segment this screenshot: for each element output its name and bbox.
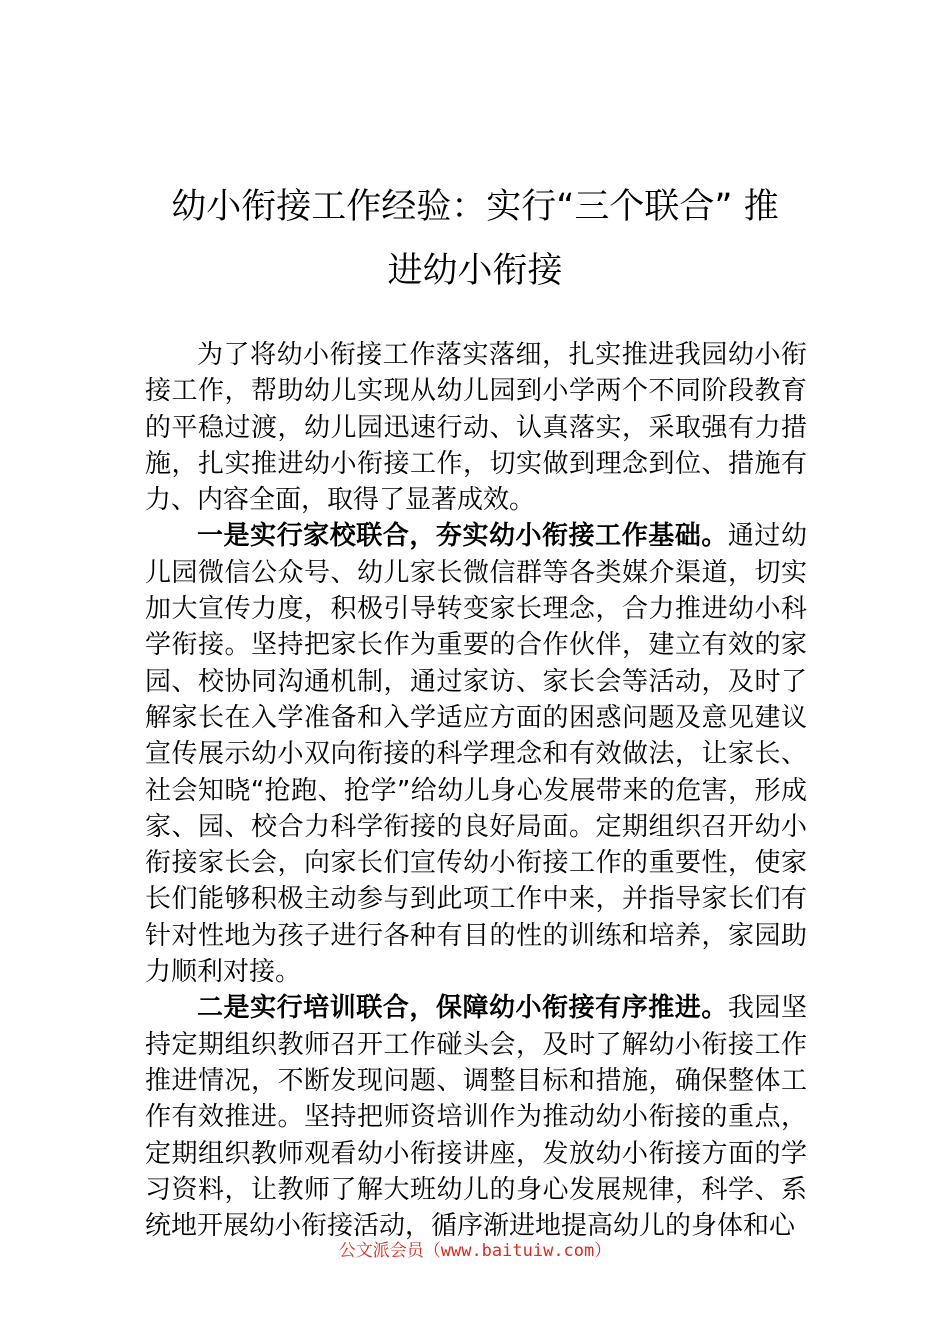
paragraph-text: 为了将幼小衔接工作落实落细，扎实推进我园幼小衔接工作，帮助幼儿实现从幼儿园到小学两个不同阶段教育的平稳过渡，幼儿园迅速行动、认真落实，采取强有力措施，扎实推进幼小衔接工作，切实做到理念到位、措施有力、内容全面，取得了显著成效。 bbox=[145, 340, 807, 516]
paragraph-intro bbox=[145, 337, 807, 518]
paragraph-home-school bbox=[145, 518, 807, 990]
title-line-2: 进幼小衔接 bbox=[387, 251, 563, 291]
document-body bbox=[145, 337, 807, 1244]
paragraph-text: 我园坚持定期组织教师召开工作碰头会，及时了解幼小衔接工作推进情况，不断发现问题、调整目标和措施，确保整体工作有效推进。坚持把师资培训作为推动幼小衔接的重点，定期组织教师观看幼小衔接讲座，发放幼小衔接方面的学习资料，让教师了解大班幼儿的身心发展规律，科学、系统地开展幼小衔接活动，循序渐进地提高幼儿的身体和心 bbox=[145, 993, 807, 1242]
paragraph-training bbox=[145, 990, 807, 1244]
footer-watermark: 公文派会员（www.baituiw.com） bbox=[338, 1241, 612, 1261]
paragraph-text: 通过幼儿园微信公众号、幼儿家长微信群等各类媒介渠道，切实加大宣传力度，积极引导转变家长理念，合力推进幼小科学衔接。坚持把家长作为重要的合作伙伴，建立有效的家园、校协同沟通机制，通过家访、家长会等活动，及时了解家长在入学准备和入学适应方面的困惑问题及意见建议宣传展示幼小双向衔接的科学理念和有效做法，让家长、社会知晓“抢跑、抢学”给幼儿身心发展带来的危害，形成家、园、校合力科学衔接的良好局面。定期组织召开幼小衔接家长会，向家长们宣传幼小衔接工作的重要性，使家长们能够积极主动参与到此项工作中来，并指导家长们有针对性地为孩子进行各种有目的性的训练和培养，家园助力顺利对接。 bbox=[145, 521, 807, 988]
paragraph-lead: 二是实行培训联合，保障幼小衔接有序推进。 bbox=[197, 993, 728, 1024]
document-title bbox=[140, 175, 810, 303]
title-line-1: 幼小衔接工作经验：实行“三个联合” 推 bbox=[171, 187, 779, 227]
paragraph-lead: 一是实行家校联合，夯实幼小衔接工作基础。 bbox=[197, 521, 728, 552]
